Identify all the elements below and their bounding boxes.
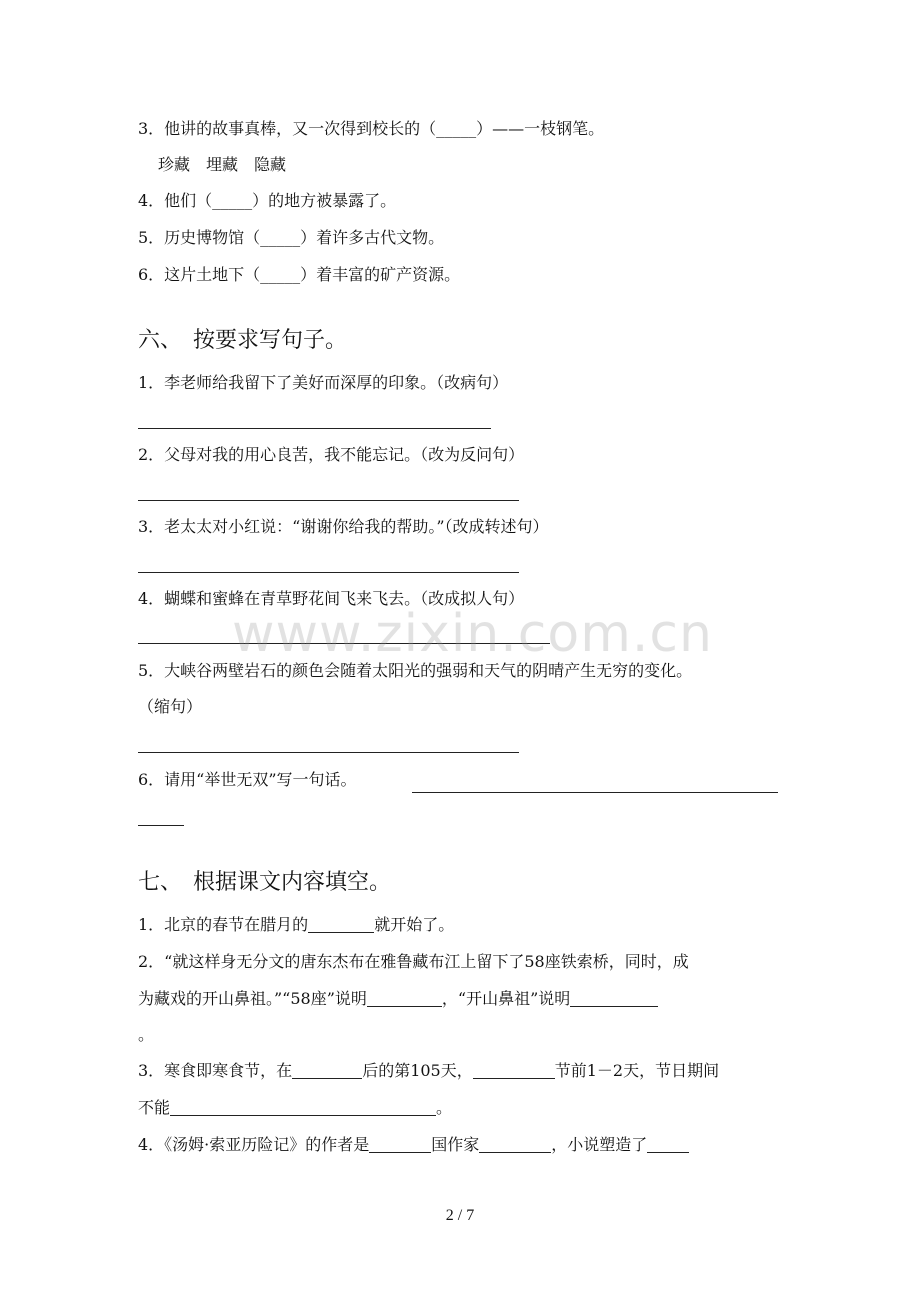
question-5-3: 3．他讲的故事真棒，又一次得到校长的（_____）——一枝钢笔。 (138, 119, 605, 138)
q7-3-text-d: 不能 (138, 1098, 171, 1117)
q7-3-text-a: 3．寒食即寒食节，在 (138, 1061, 293, 1080)
q7-4-text-a: 4．《汤姆·索亚历险记》的作者是 (138, 1135, 370, 1154)
blank-7-2a[interactable] (367, 990, 442, 1007)
question-7-1 (138, 914, 454, 936)
question-6-1: 1．李老师给我留下了美好而深厚的印象。（改病句） (138, 373, 509, 392)
blank-7-3a[interactable] (292, 1062, 362, 1079)
q7-3-end: 。 (436, 1098, 453, 1117)
q7-4-text-c: ，小说塑造了 (551, 1135, 648, 1154)
answer-line-6-6a[interactable] (412, 792, 778, 793)
question-6-3: 3．老太太对小红说：“谢谢你给我的帮助。”（改成转述句） (138, 517, 549, 536)
blank-7-2b[interactable] (570, 990, 658, 1007)
word-options: 珍藏 埋藏 隐藏 (158, 155, 287, 174)
question-6-2: 2．父母对我的用心良苦，我不能忘记。（改为反问句） (138, 445, 525, 464)
q7-3-text-b: 后的第105天， (362, 1061, 473, 1080)
answer-line-6-5[interactable] (138, 752, 519, 753)
question-5-6: 6．这片土地下（_____）着丰富的矿产资源。 (138, 265, 461, 284)
blank-7-3b[interactable] (473, 1062, 555, 1079)
question-5-4: 4．他们（_____）的地方被暴露了。 (138, 191, 397, 210)
question-6-6: 6．请用“举世无双”写一句话。 (138, 770, 357, 789)
q7-2-text-a: 为藏戏的开山鼻祖。”“58座”说明 (138, 989, 367, 1008)
answer-line-6-3[interactable] (138, 572, 519, 573)
answer-line-6-1[interactable] (138, 428, 491, 429)
blank-7-3c[interactable] (170, 1099, 436, 1116)
q7-4-text-b: 国作家 (431, 1135, 480, 1154)
question-7-2-line2 (138, 988, 658, 1010)
q7-1-text-b: 就开始了。 (374, 915, 455, 934)
blank-7-4a[interactable] (369, 1136, 431, 1153)
question-7-3-line1 (138, 1060, 719, 1082)
section-7-title: 七、 根据课文内容填空。 (138, 870, 392, 895)
q7-3-text-c: 节前1－2天，节日期间 (554, 1061, 720, 1080)
question-6-5-line2: （缩句） (138, 697, 203, 716)
question-5-5: 5．历史博物馆（_____）着许多古代文物。 (138, 228, 445, 247)
blank-7-1[interactable] (308, 916, 374, 933)
watermark: www.zixin.com.cn (232, 604, 713, 664)
section-6-title: 六、 按要求写句子。 (138, 328, 348, 353)
question-7-2-line1: 2．“就这样身无分文的唐东杰布在雅鲁藏布江上留下了58座铁索桥，同时，成 (138, 952, 689, 971)
blank-7-4c[interactable] (647, 1136, 689, 1153)
question-6-5-line1: 5．大峡谷两壁岩石的颜色会随着太阳光的强弱和天气的阴晴产生无穷的变化。 (138, 661, 693, 680)
question-7-4 (138, 1134, 689, 1156)
q7-1-text-a: 1．北京的春节在腊月的 (138, 915, 309, 934)
question-7-3-line2 (138, 1097, 452, 1119)
question-6-4: 4．蝴蝶和蜜蜂在青草野花间飞来飞去。（改成拟人句） (138, 589, 525, 608)
page-number: 2 / 7 (445, 1207, 475, 1224)
blank-7-4b[interactable] (479, 1136, 551, 1153)
q7-2-end: 。 (138, 1025, 155, 1044)
q7-2-text-b: ，“开山鼻祖”说明 (441, 989, 571, 1008)
answer-line-6-6b[interactable] (138, 825, 184, 826)
answer-line-6-2[interactable] (138, 500, 519, 501)
